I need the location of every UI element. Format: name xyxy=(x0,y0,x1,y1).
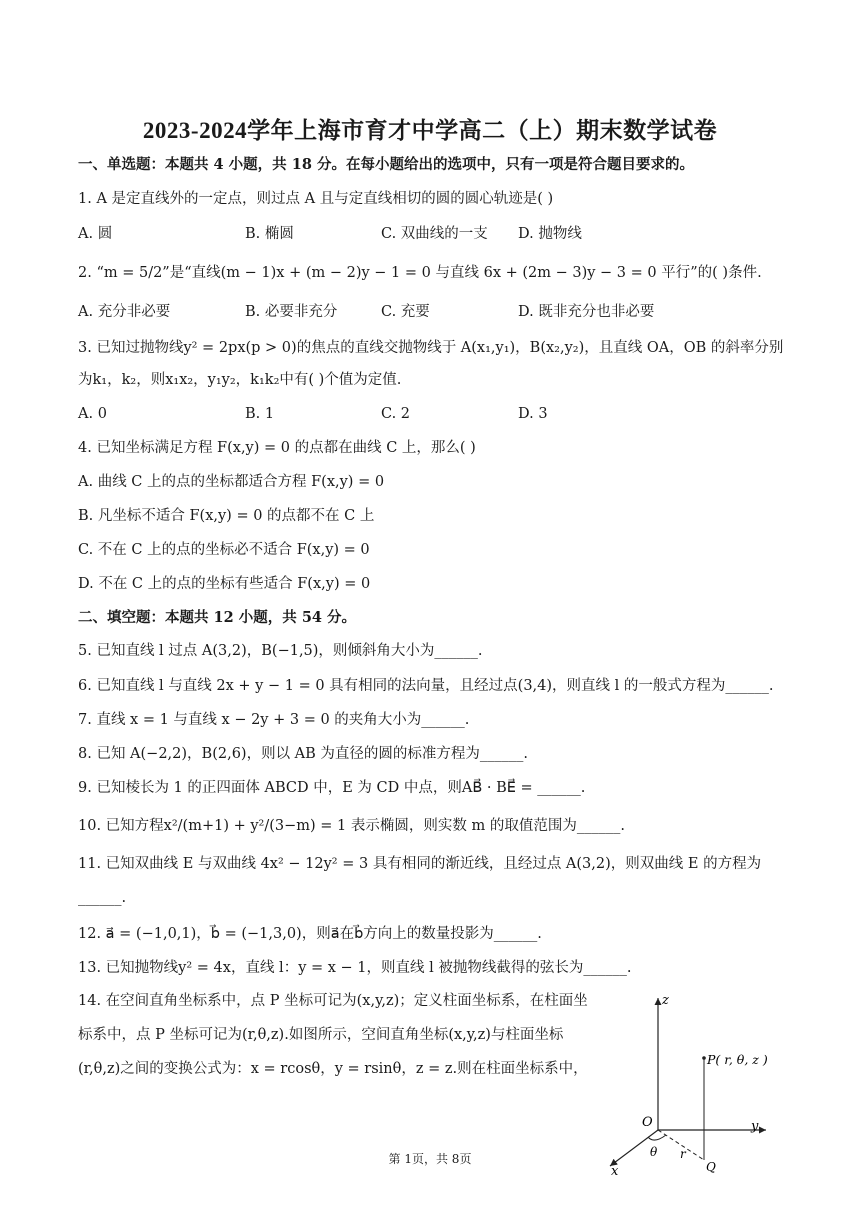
section-heading-single-choice: 一、单选题：本题共 4 小题，共 18 分。在每小题给出的选项中，只有一项是符合题目要求的。 xyxy=(78,156,694,173)
question-2-option-a: A. 充分非必要 xyxy=(78,304,171,320)
question-5: 5. 已知直线 l 过点 A(3,2)，B(−1,5)，则倾斜角大小为______. xyxy=(78,643,483,659)
section-heading-fill-blank: 二、填空题：本题共 12 小题，共 54 分。 xyxy=(78,609,357,626)
point-p xyxy=(702,1056,706,1060)
question-12: 12. a⃗ = (−1,0,1)，b⃗ = (−1,3,0)，则a⃗在b⃗方向上的数量投影为______. xyxy=(78,926,542,942)
question-8: 8. 已知 A(−2,2)，B(2,6)，则以 AB 为直径的圆的标准方程为______. xyxy=(78,746,529,762)
question-13: 13. 已知抛物线y² = 4x，直线 l：y = x − 1，则直线 l 被抛物线截得的弦长为______. xyxy=(78,960,632,976)
question-7: 7. 直线 x = 1 与直线 x − 2y + 3 = 0 的夹角大小为______. xyxy=(78,712,470,728)
question-14-line-2: 标系中，点 P 坐标可记为(r,θ,z).如图所示，空间直角坐标(x,y,z)与柱面坐标 xyxy=(78,1027,564,1043)
page-title: 2023-2024学年上海市育才中学高二（上）期末数学试卷 xyxy=(142,118,718,143)
question-4-option-b: B. 凡坐标不适合 F(x,y) = 0 的点都不在 C 上 xyxy=(78,508,375,524)
question-4-option-a: A. 曲线 C 上的点的坐标都适合方程 F(x,y) = 0 xyxy=(78,474,385,490)
question-4-option-c: C. 不在 C 上的点的坐标必不适合 F(x,y) = 0 xyxy=(78,542,370,558)
y-axis-label: y xyxy=(751,1119,759,1134)
question-1-option-c: C. 双曲线的一支 xyxy=(381,226,488,242)
question-3-option-c: C. 2 xyxy=(381,406,411,422)
question-2-option-c: C. 充要 xyxy=(381,304,430,320)
question-11-line-2: ______. xyxy=(78,890,127,906)
question-2-option-d: D. 既非充分也非必要 xyxy=(518,304,655,320)
question-1-option-d: D. 抛物线 xyxy=(518,226,582,242)
question-1-option-a: A. 圆 xyxy=(78,226,113,242)
question-3-option-a: A. 0 xyxy=(78,406,107,422)
question-2-option-b: B. 必要非充分 xyxy=(245,304,338,320)
question-11-line-1: 11. 已知双曲线 E 与双曲线 4x² − 12y² = 3 具有相同的渐近线，且经过点 A(3,2)，则双曲线 E 的方程为 xyxy=(78,856,762,872)
question-1-option-b: B. 椭圆 xyxy=(245,226,294,242)
r-label: r xyxy=(680,1147,686,1161)
q-label: Q xyxy=(706,1160,716,1174)
question-4-stem: 4. 已知坐标满足方程 F(x,y) = 0 的点都在曲线 C 上，那么( ) xyxy=(78,440,476,456)
p-label: P( r, θ, z ) xyxy=(707,1052,768,1067)
origin-label: O xyxy=(642,1115,653,1130)
x-axis-label: x xyxy=(611,1164,619,1178)
question-14-line-3: (r,θ,z)之间的变换公式为：x = rcosθ，y = rsinθ，z = z.则在柱面坐标系中， xyxy=(78,1061,588,1077)
question-6: 6. 已知直线 l 与直线 2x + y − 1 = 0 具有相同的法向量，且经过点(3,4)，则直线 l 的一般式方程为______. xyxy=(78,678,774,694)
question-10: 10. 已知方程x²/(m+1) + y²/(3−m) = 1 表示椭圆，则实数 m 的取值范围为______. xyxy=(78,818,625,834)
page-footer: 第 1页，共 8页 xyxy=(388,1152,472,1166)
question-4-option-d: D. 不在 C 上的点的坐标有些适合 F(x,y) = 0 xyxy=(78,576,371,592)
question-3-stem-line-1: 3. 已知过抛物线y² = 2px(p > 0)的焦点的直线交抛物线于 A(x₁,y₁)，B(x₂,y₂)，且直线 OA，OB 的斜率分别 xyxy=(78,340,784,356)
question-9: 9. 已知棱长为 1 的正四面体 ABCD 中，E 为 CD 中点，则AB⃗ · BE⃗ = ______. xyxy=(78,780,586,796)
question-3-option-d: D. 3 xyxy=(518,406,548,422)
question-3-option-b: B. 1 xyxy=(245,406,275,422)
question-2-stem: 2. “m = 5/2”是“直线(m − 1)x + (m − 2)y − 1 = 0 与直线 6x + (2m − 3)y − 3 = 0 平行”的( )条件. xyxy=(78,265,762,281)
theta-label: θ xyxy=(650,1145,658,1159)
question-1-stem: 1. A 是定直线外的一定点，则过点 A 且与定直线相切的圆的圆心轨迹是( ) xyxy=(78,191,554,207)
question-14-line-1: 14. 在空间直角坐标系中，点 P 坐标可记为(x,y,z)；定义柱面坐标系，在柱面坐 xyxy=(78,993,588,1009)
question-3-stem-line-2: 为k₁，k₂，则x₁x₂，y₁y₂，k₁k₂中有( )个值为定值. xyxy=(78,372,402,388)
z-axis-label: z xyxy=(662,993,669,1008)
